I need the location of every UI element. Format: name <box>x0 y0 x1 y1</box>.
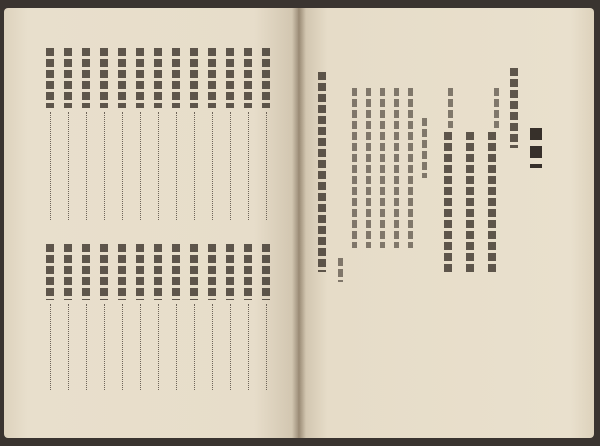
text-column <box>46 48 54 108</box>
text-column <box>380 88 385 248</box>
text-column <box>46 244 54 300</box>
text-column <box>118 244 126 300</box>
text-column <box>352 88 357 248</box>
text-column <box>366 88 371 248</box>
dot-leader <box>122 304 124 390</box>
dot-leader <box>230 112 232 220</box>
dot-leader <box>194 112 196 220</box>
dot-leader <box>104 112 106 220</box>
dot-leader <box>122 112 124 220</box>
text-column <box>190 48 198 108</box>
dot-leader <box>50 304 52 390</box>
text-column <box>208 244 216 300</box>
text-column <box>244 48 252 108</box>
dot-leader <box>248 304 250 390</box>
text-column <box>82 48 90 108</box>
dot-leader <box>104 304 106 390</box>
dot-leader <box>86 112 88 220</box>
text-column <box>82 244 90 300</box>
text-column <box>172 48 180 108</box>
text-column <box>466 132 474 272</box>
text-column <box>172 244 180 300</box>
dot-leader <box>50 112 52 220</box>
dot-leader <box>140 112 142 220</box>
dot-leader <box>86 304 88 390</box>
text-column <box>226 48 234 108</box>
text-column <box>226 244 234 300</box>
text-column <box>510 68 518 148</box>
book-spread <box>4 8 594 438</box>
right-page <box>298 8 594 438</box>
book-gutter <box>292 8 306 438</box>
text-column <box>154 244 162 300</box>
text-column <box>262 48 270 108</box>
text-column <box>444 132 452 272</box>
dot-leader <box>194 304 196 390</box>
dot-leader <box>176 112 178 220</box>
text-column <box>64 244 72 300</box>
text-column <box>136 48 144 108</box>
text-column <box>408 88 413 248</box>
text-column <box>208 48 216 108</box>
dot-leader <box>176 304 178 390</box>
dot-leader <box>68 304 70 390</box>
text-column <box>118 48 126 108</box>
text-column <box>154 48 162 108</box>
text-column <box>100 244 108 300</box>
text-column <box>422 118 427 178</box>
dot-leader <box>266 304 268 390</box>
text-column <box>394 88 399 248</box>
dot-leader <box>140 304 142 390</box>
text-column <box>100 48 108 108</box>
text-column <box>136 244 144 300</box>
text-column <box>244 244 252 300</box>
text-column <box>488 132 496 272</box>
text-column <box>64 48 72 108</box>
text-column <box>262 244 270 300</box>
dot-leader <box>266 112 268 220</box>
dot-leader <box>212 112 214 220</box>
text-column <box>448 88 453 128</box>
dot-leader <box>158 304 160 390</box>
text-column <box>190 244 198 300</box>
dot-leader <box>158 112 160 220</box>
dot-leader <box>68 112 70 220</box>
left-page <box>4 8 298 438</box>
text-column <box>338 258 343 282</box>
text-column <box>318 72 326 272</box>
text-column <box>530 128 542 168</box>
dot-leader <box>248 112 250 220</box>
text-column <box>494 88 499 128</box>
dot-leader <box>230 304 232 390</box>
dot-leader <box>212 304 214 390</box>
